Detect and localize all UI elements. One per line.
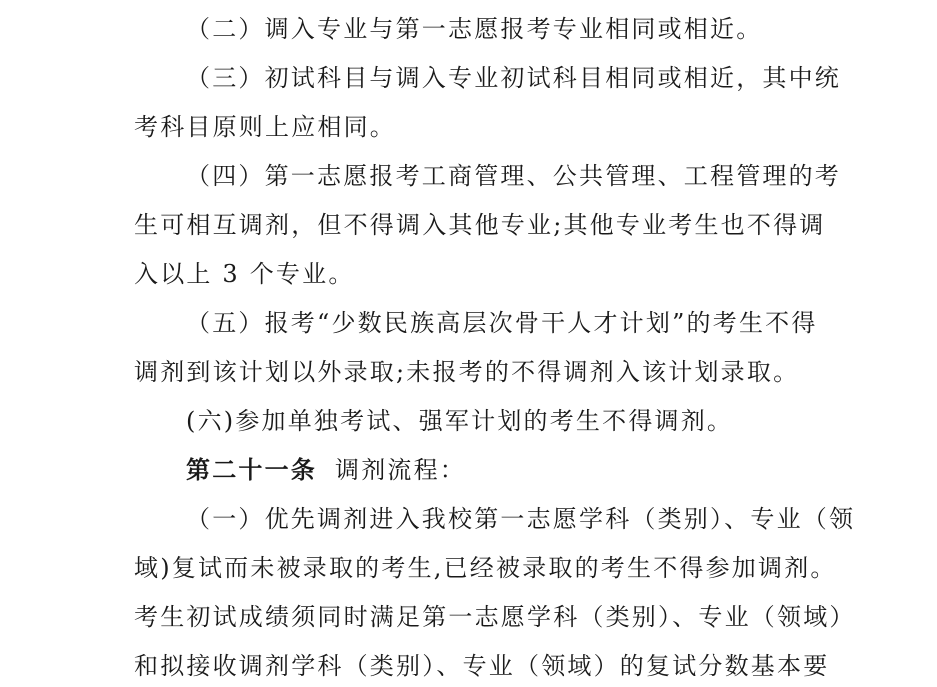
article-heading-line	[186, 455, 466, 485]
article-number: 第二十一条	[186, 455, 317, 484]
paragraph-line: 调剂到该计划以外录取;未报考的不得调剂入该计划录取。	[134, 358, 800, 386]
article-title: 调剂流程：	[335, 456, 466, 484]
paragraph-line: （四）第一志愿报考工商管理、公共管理、工程管理的考	[186, 162, 841, 190]
paragraph-line: 考生初试成绩须同时满足第一志愿学科（类别）、专业（领域）	[134, 603, 856, 631]
paragraph-line: 入以上 3 个专业。	[134, 260, 355, 288]
paragraph-line: 和拟接收调剂学科（类别）、专业（领域）的复试分数基本要	[134, 652, 830, 680]
paragraph-line: （五）报考“少数民族高层次骨干人才计划”的考生不得	[186, 309, 818, 337]
paragraph-line: (六)参加单独考试、强军计划的考生不得调剂。	[186, 407, 734, 435]
paragraph-line: 生可相互调剂，但不得调入其他专业;其他专业考生也不得调	[134, 211, 826, 239]
paragraph-line: （二）调入专业与第一志愿报考专业相同或相近。	[186, 15, 763, 43]
paragraph-line: 域)复试而未被录取的考生,已经被录取的考生不得参加调剂。	[134, 554, 837, 582]
paragraph-line: 考科目原则上应相同。	[134, 113, 396, 141]
paragraph-line: （一）优先调剂进入我校第一志愿学科（类别）、专业（领	[186, 505, 856, 533]
paragraph-line: （三）初试科目与调入专业初试科目相同或相近，其中统	[186, 64, 841, 92]
